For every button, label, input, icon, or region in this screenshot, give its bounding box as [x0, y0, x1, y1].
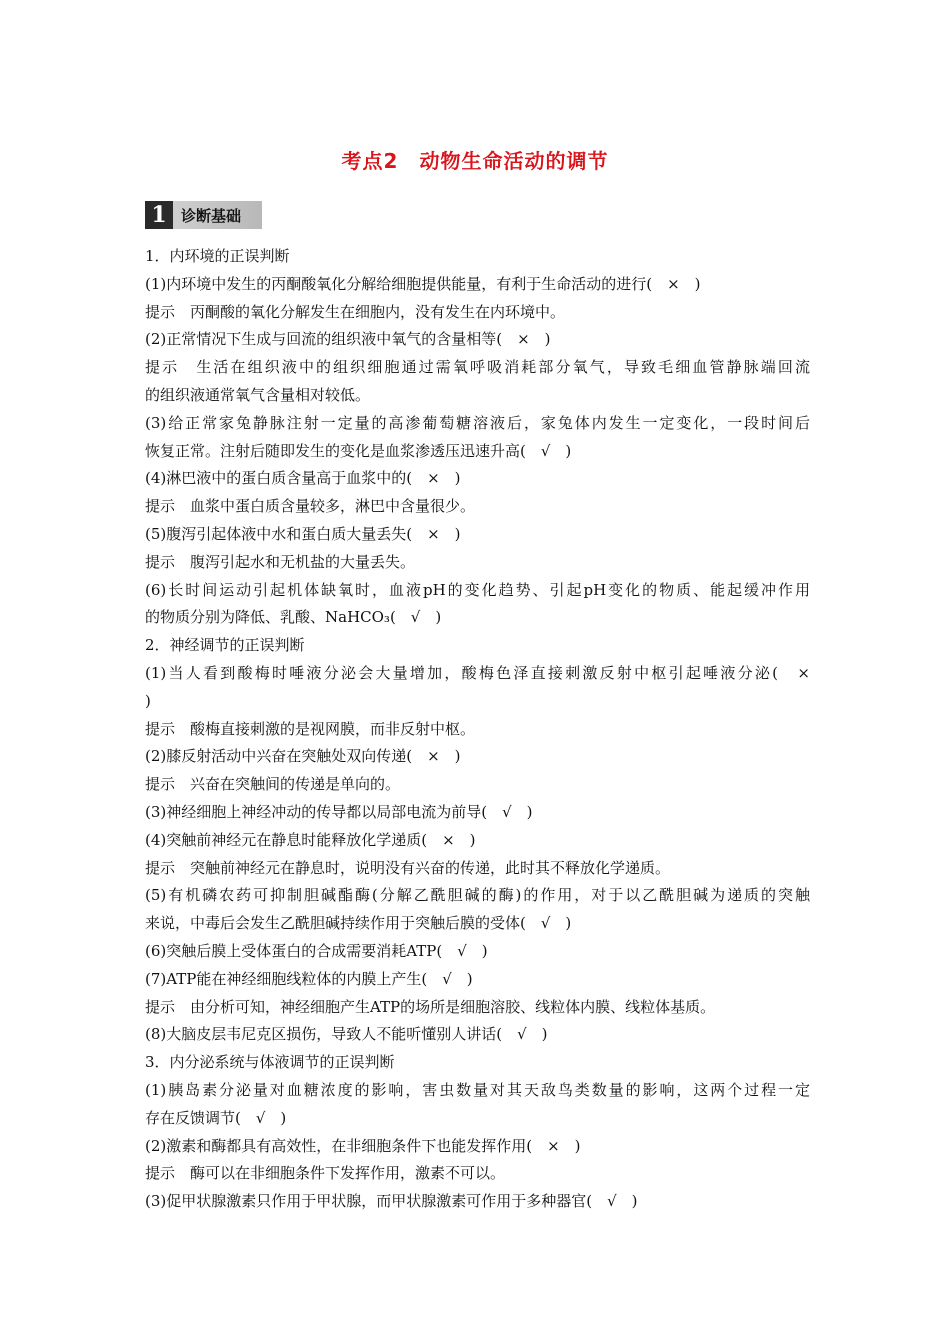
question-1-5: (5)腹泻引起体液中水和蛋白质大量丢失( × ) [145, 524, 461, 543]
heading-3: 3．内分泌系统与体液调节的正误判断 [145, 1053, 395, 1072]
question-2-5-a: (5)有机磷农药可抑制胆碱酯酶(分解乙酰胆碱的酶)的作用，对于以乙酰胆碱为递质的突触 [145, 886, 810, 905]
hint-2-2: 提示 兴奋在突触间的传递是单向的。 [145, 775, 401, 794]
section-header [145, 201, 262, 229]
question-1-2: (2)正常情况下生成与回流的组织液中氧气的含量相等( × ) [145, 330, 551, 349]
question-2-1-a: (1)当人看到酸梅时唾液分泌会大量增加，酸梅色泽直接刺激反射中枢引起唾液分泌( × [145, 663, 810, 682]
question-3-2: (2)激素和酶都具有高效性，在非细胞条件下也能发挥作用( × ) [145, 1136, 581, 1155]
hint-1-5: 提示 腹泻引起水和无机盐的大量丢失。 [145, 552, 416, 571]
question-2-6: (6)突触后膜上受体蛋白的合成需要消耗ATP( √ ) [145, 941, 488, 960]
heading-1: 1．内环境的正误判断 [145, 247, 290, 265]
question-2-3: (3)神经细胞上神经冲动的传导都以局部电流为前导( √ ) [145, 802, 533, 821]
heading-2: 2．神经调节的正误判断 [145, 636, 305, 655]
question-1-1: (1)内环境中发生的丙酮酸氧化分解给细胞提供能量，有利于生命活动的进行( × ) [145, 274, 701, 293]
question-1-3-a: (3)给正常家兔静脉注射一定量的高渗葡萄糖溶液后，家兔体内发生一定变化，一段时间后 [145, 413, 810, 432]
question-3-1-a: (1)胰岛素分泌量对血糖浓度的影响，害虫数量对其天敌鸟类数量的影响，这两个过程一定 [145, 1080, 810, 1099]
hint-1-4: 提示 血浆中蛋白质含量较多，淋巴中含量很少。 [145, 497, 476, 516]
hint-1-2-a: 提示 生活在组织液中的组织细胞通过需氧呼吸消耗部分氧气，导致毛细血管静脉端回流 [145, 358, 810, 377]
page-title: 考点2 动物生命活动的调节 [341, 149, 609, 173]
question-1-6-b: 的物质分别为降低、乳酸、NaHCO₃( √ ) [145, 608, 442, 627]
hint-1-2-b: 的组织液通常氧气含量相对较低。 [145, 385, 371, 404]
question-2-4: (4)突触前神经元在静息时能释放化学递质( × ) [145, 830, 476, 849]
question-3-3: (3)促甲状腺激素只作用于甲状腺，而甲状腺激素可作用于多种器官( √ ) [145, 1192, 638, 1211]
question-3-1-b: 存在反馈调节( √ ) [145, 1108, 287, 1127]
hint-2-7: 提示 由分析可知，神经细胞产生ATP的场所是细胞溶胶、线粒体内膜、线粒体基质。 [145, 997, 716, 1016]
hint-3-2: 提示 酶可以在非细胞条件下发挥作用，激素不可以。 [145, 1164, 506, 1183]
hint-2-1: 提示 酸梅直接刺激的是视网膜，而非反射中枢。 [145, 719, 476, 738]
section-number: 1 [145, 201, 173, 229]
question-2-2: (2)膝反射活动中兴奋在突触处双向传递( × ) [145, 747, 461, 766]
document-body [145, 243, 810, 1216]
hint-2-4: 提示 突触前神经元在静息时，说明没有兴奋的传递，此时其不释放化学递质。 [145, 858, 671, 877]
question-1-6-a: (6)长时间运动引起机体缺氧时，血液pH的变化趋势、引起pH变化的物质、能起缓冲作用 [145, 580, 810, 599]
question-2-7: (7)ATP能在神经细胞线粒体的内膜上产生( √ ) [145, 969, 473, 988]
section-label: 诊断基础 [181, 206, 242, 225]
question-1-4: (4)淋巴液中的蛋白质含量高于血浆中的( × ) [145, 469, 461, 488]
question-2-1-b: ) [145, 691, 151, 710]
question-1-3-b: 恢复正常。注射后随即发生的变化是血浆渗透压迅速升高( √ ) [145, 441, 572, 460]
question-2-8: (8)大脑皮层韦尼克区损伤，导致人不能听懂别人讲话( √ ) [145, 1025, 548, 1044]
question-2-5-b: 来说，中毒后会发生乙酰胆碱持续作用于突触后膜的受体( √ ) [145, 914, 572, 933]
hint-1-1: 提示 丙酮酸的氧化分解发生在细胞内，没有发生在内环境中。 [145, 302, 566, 321]
